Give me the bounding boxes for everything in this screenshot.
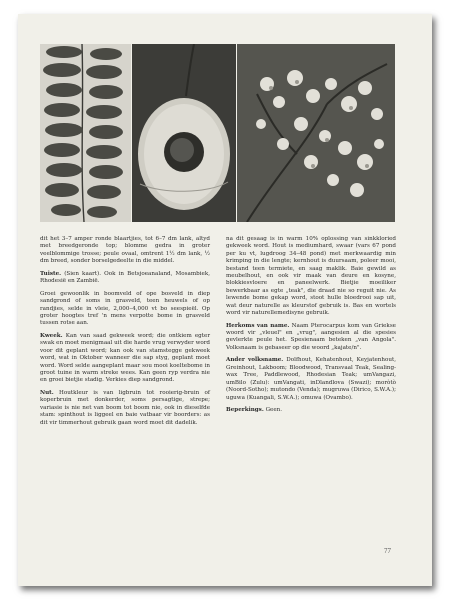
herkoms-heading: Herkoms van name. xyxy=(226,322,290,329)
photo-flowers xyxy=(237,44,395,222)
tuiste-text: (Sien kaart). Ook in Betsjoeanaland, Mosambiek, Rhodesië en Zambië. xyxy=(40,270,210,285)
continuation-paragraph: na dit gesaag is in warm 10% oplossing van sinkkloried gekweek word. Hout is mediumhard, swaar (vars 67 pond per ku vt, lugdroog 34–48 pond) met merkwaardig min krimping in die lengte; kernhout is duursaam, poleer mooi, bestand teen termiete, en saag maklik. Baie gewild as meubelhout, en ook vir maak van deure en kosyne, blokkiesvloere en paneelwerk. Bietjie moeiliker bewerkbaar as egte „teak", die draad nie so reguit nie. As lewende bome gekap word, stoot hulle bloedrooi sap uit, wat deur naturelle as kleurstof gebruik is. Bas en wortels word vir naturellemedisyne gebruik. xyxy=(226,236,396,317)
page-number: 77 xyxy=(384,547,391,555)
beperkings-heading: Beperkings. xyxy=(226,407,264,414)
beperkings-text: Geen. xyxy=(265,407,283,414)
ander-heading: Ander volksname. xyxy=(226,357,284,364)
intro-paragraph: dit het 3–7 amper ronde blaartjies, tot 6–7 dm lank, altyd met breedgeronde top; blomme gedra in groter veelblommige trosse; peule ovaal, omtrent 1½ dm lank, ½ dm breed, sonder borselgedeelte in die middel. xyxy=(40,236,210,265)
habitat-paragraph: Groei gewoonlik in boomveld of ope bosveld in diep sandgrond of soms in grasveld, teen heuwels of op randjies, selde in vleie, 2,000–4,000 vt bo seespieël. Op groter hoogtes tref 'n mens verpotte bome in grasveld tussen rotse aan. xyxy=(40,290,210,327)
right-column xyxy=(226,236,396,420)
tuiste-heading: Tuiste. xyxy=(40,270,62,277)
tuiste-paragraph xyxy=(40,271,210,286)
beperkings-paragraph xyxy=(226,407,396,414)
photo-pod xyxy=(132,44,236,222)
kweek-paragraph xyxy=(40,333,210,385)
nut-heading: Nut. xyxy=(40,390,54,397)
left-column xyxy=(40,236,210,432)
ander-text: Dolfhout, Kehatenhout, Keyjatenhout, Greinhout, Lakboom; Bloodwood, Transvaal Teak, Sealing-wax Tree, Paddlewood, Rhodesian Teak; umVangazi, umBilo (Zulu): umVangati, inDlandlova (Swazi); moròtò (Noord-Sotho); mutondo (Venda); mugruwa (Dirico, S.W.A.); uguwa (Kuangali, S.W.A.); omuwa (Ovambo). xyxy=(226,357,397,401)
kweek-heading: Kweek. xyxy=(40,333,63,340)
herkoms-text: Naam Pterocarpus kom van Griekse woord vir „vleuel" en „vrug", aangesien al die spesies gevlerkte peule het. Spesienaam beteken „van Angola". Volksnaam is gebaseer op die woord „kajate/n". xyxy=(226,322,396,351)
nut-text: Houtkleur is van ligbruin tot rooierig-bruin of koperbruin met donkerder, soms persagtige, strepe; variasie is nie net van boom tot boom nie, ook in dieselfde stam: spinthout is liggeel en baie vatbaar vir boorders: as dit vir timmerhout gebruik gaan word moet dit dadelik. xyxy=(40,390,210,426)
ander-paragraph xyxy=(226,357,396,401)
kweek-text: Kan van saad gekweek word; die ontkiem egter swak en moet menigmaal uit die harde vrug verwyder word voor dit geplant word; kan ook van stamstegge gekweek word, wat in Oktober wanneer die sap styg, geplant moet word. Word selde aangeplant maar sou mooi koeltebome in groot tuine in warm streke wees. Kan geen ryp verdra nie en groei bietjie stadig. Verkies diep sandgrond. xyxy=(40,333,210,384)
nut-paragraph xyxy=(40,390,210,427)
photo-leaves xyxy=(40,44,131,222)
herkoms-paragraph xyxy=(226,323,396,353)
